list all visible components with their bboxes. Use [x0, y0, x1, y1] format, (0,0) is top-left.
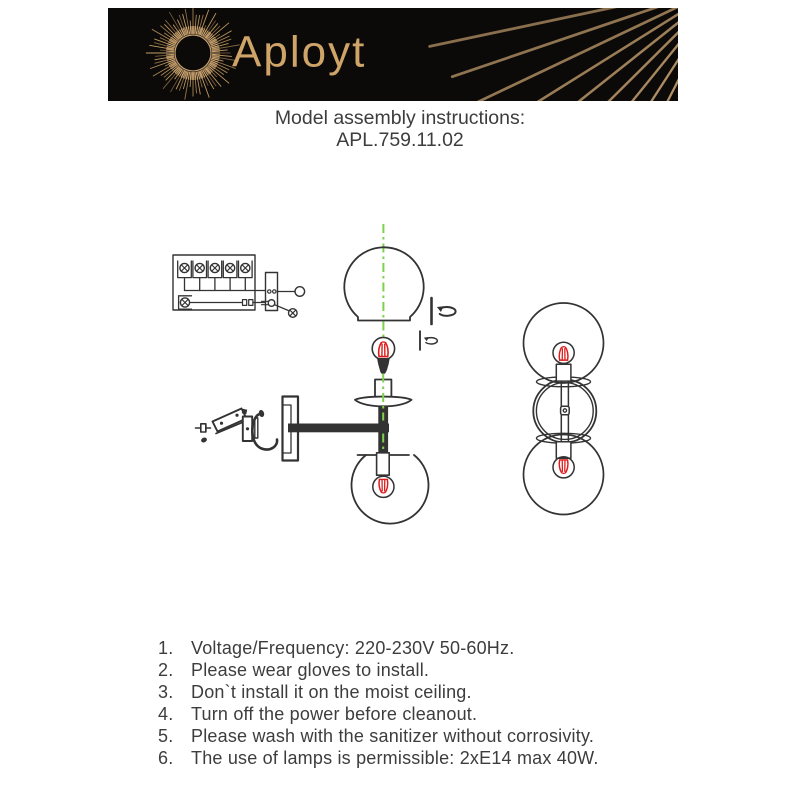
bulb-tip — [380, 366, 387, 375]
instruction-text: The use of lamps is permissible: 2xE14 max 40W. — [191, 748, 599, 768]
instruction-text: Please wash with the sanitizer without corrosivity. — [191, 726, 595, 746]
model-number: APL.759.11.02 — [336, 128, 464, 151]
instruction-number: 2. — [158, 660, 174, 680]
wall-bracket-assembly — [196, 397, 299, 461]
page-title: Model assembly instructions: — [274, 107, 526, 129]
lamp-arm — [288, 424, 389, 433]
instruction-item — [158, 747, 599, 769]
instruction-text: Turn off the power before cleanout. — [191, 704, 478, 724]
screw-cross — [242, 265, 248, 271]
instruction-item — [158, 725, 599, 747]
lamp-arm-assembly — [288, 366, 428, 524]
instruction-text: Don`t install it on the moist ceiling. — [191, 682, 472, 702]
instruction-number: 1. — [158, 638, 174, 658]
screw-cross — [182, 299, 188, 305]
screw-cross — [181, 265, 187, 271]
screw-cross — [227, 265, 233, 271]
bulb-icon — [553, 342, 574, 363]
socket — [556, 442, 571, 458]
center-nut — [561, 406, 570, 415]
instruction-item — [158, 637, 599, 659]
terminal-row — [178, 261, 252, 291]
socket — [377, 453, 390, 475]
lamp-front-view — [524, 303, 604, 515]
instruction-number: 6. — [158, 748, 174, 768]
screw-cross — [197, 265, 203, 271]
screw-cross — [212, 265, 218, 271]
instruction-text: Voltage/Frequency: 220-230V 50-60Hz. — [191, 638, 515, 658]
instruction-text: Please wear gloves to install. — [191, 660, 430, 680]
wiring-diagram — [173, 255, 305, 317]
instruction-number: 4. — [158, 704, 174, 724]
bulb-icon — [553, 457, 574, 478]
instructions-list — [158, 637, 599, 769]
brand-logo-text: Aployt — [232, 27, 367, 76]
instruction-item — [158, 681, 599, 703]
bulb-icon — [373, 476, 394, 497]
rotate-arrow-icon — [432, 298, 456, 324]
rotate-arrow-icon — [420, 331, 437, 350]
wire-end-connector — [295, 287, 305, 297]
shade-and-bulb-exploded-view — [344, 224, 455, 371]
instruction-item — [158, 703, 599, 725]
instruction-number: 3. — [158, 682, 174, 702]
instruction-number: 5. — [158, 726, 174, 746]
instruction-item — [158, 659, 599, 681]
socket — [556, 364, 571, 381]
screw-cross — [290, 310, 296, 316]
